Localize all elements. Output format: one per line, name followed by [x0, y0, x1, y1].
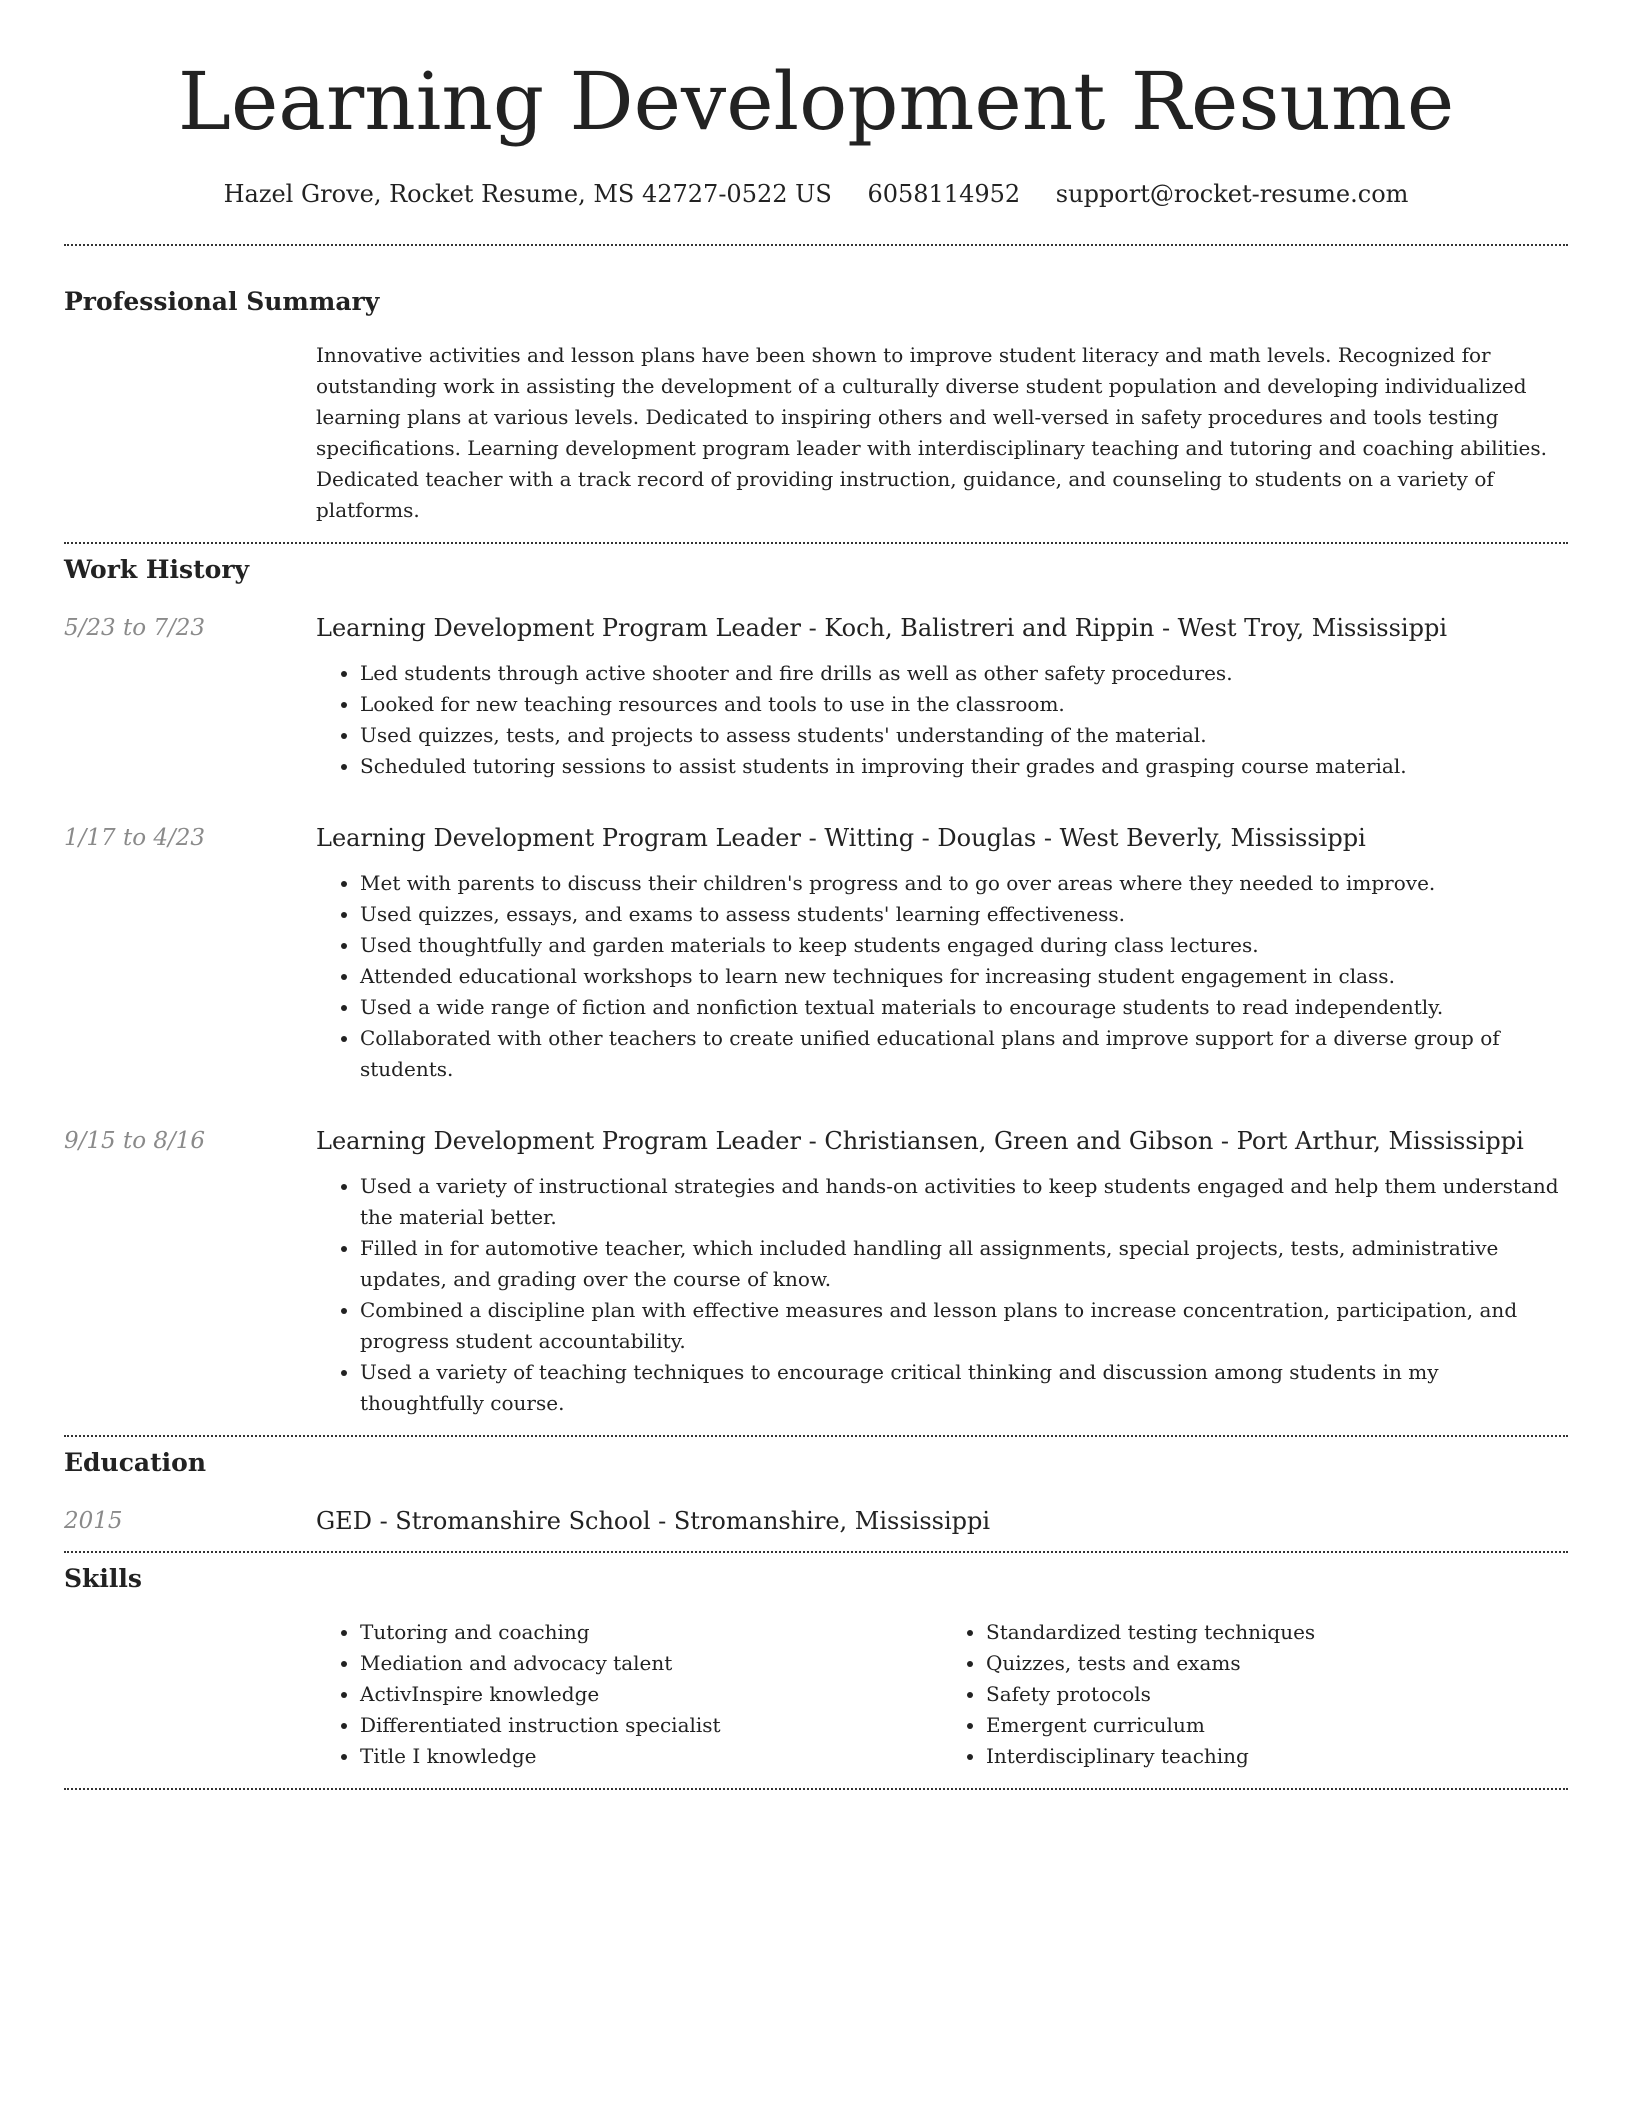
- resume-title: Learning Development Resume: [177, 55, 1455, 148]
- job-title: Learning Development Program Leader - Witting - Douglas - West Beverly, Mississippi: [316, 824, 1366, 852]
- divider: [64, 1551, 1568, 1553]
- job-bullet: • Combined a discipline plan with effective measures and lesson plans to increase concentration, participation, and progress student accountability.: [360, 1295, 1568, 1357]
- job-bullet: • Scheduled tutoring sessions to assist students in improving their grades and grasping course material.: [360, 751, 1568, 782]
- divider: [64, 1435, 1568, 1437]
- job-bullet: • Looked for new teaching resources and tools to use in the classroom.: [360, 689, 1568, 720]
- skill-item: • ActivInspire knowledge: [360, 1679, 942, 1710]
- job-bullet-list: [316, 1171, 1568, 1419]
- job-dates: 1/17 to 4/23: [64, 825, 206, 851]
- section-heading-skills: Skills: [64, 1564, 142, 1593]
- education-section: [64, 1447, 1568, 1537]
- job-bullet-list: [316, 658, 1568, 782]
- job-details: [316, 1125, 1568, 1435]
- skills-list-left: [316, 1617, 942, 1772]
- skill-item: • Tutoring and coaching: [360, 1617, 942, 1648]
- contact-address: Hazel Grove, Rocket Resume, MS 42727-0522 US: [223, 180, 832, 208]
- education-detail: GED - Stromanshire School - Stromanshire, Mississippi: [316, 1507, 991, 1535]
- job-bullet: • Used a variety of teaching techniques to encourage critical thinking and discussion among students in my thoughtfully course.: [360, 1357, 1568, 1419]
- skill-item: • Quizzes, tests and exams: [986, 1648, 1568, 1679]
- section-heading-summary: Professional Summary: [64, 287, 380, 316]
- job-title: Learning Development Program Leader - Koch, Balistreri and Rippin - West Troy, Mississippi: [316, 614, 1448, 642]
- skill-item: • Interdisciplinary teaching: [986, 1741, 1568, 1772]
- contact-email: support@rocket-resume.com: [1055, 180, 1409, 208]
- skill-item: • Differentiated instruction specialist: [360, 1710, 942, 1741]
- skill-item: • Emergent curriculum: [986, 1710, 1568, 1741]
- skill-item: • Mediation and advocacy talent: [360, 1648, 942, 1679]
- skills-list-right: [942, 1617, 1568, 1772]
- job-entry: [64, 822, 1568, 1085]
- job-entry: [64, 612, 1568, 782]
- skill-item: • Safety protocols: [986, 1679, 1568, 1710]
- skills-grid: [316, 1617, 1568, 1772]
- job-dates: 5/23 to 7/23: [64, 615, 206, 641]
- job-bullet: • Used a variety of instructional strategies and hands-on activities to keep students engaged and help them understand the material better.: [360, 1171, 1568, 1233]
- summary-section: [64, 286, 1568, 526]
- job-bullet: • Used quizzes, tests, and projects to assess students' understanding of the material.: [360, 720, 1568, 751]
- education-entry: [64, 1505, 1568, 1537]
- section-heading-work-history: Work History: [64, 555, 250, 584]
- divider: [64, 244, 1568, 246]
- job-dates: 9/15 to 8/16: [64, 1128, 206, 1154]
- job-entry: [64, 1125, 1568, 1435]
- contact-phone: 6058114952: [867, 180, 1021, 208]
- job-bullet: • Led students through active shooter and fire drills as well as other safety procedures.: [360, 658, 1568, 689]
- contact-line: [64, 178, 1568, 210]
- job-title: Learning Development Program Leader - Christiansen, Green and Gibson - Port Arthur, Mississippi: [316, 1127, 1524, 1155]
- divider: [64, 542, 1568, 544]
- job-bullet: • Used thoughtfully and garden materials to keep students engaged during class lectures.: [360, 930, 1568, 961]
- job-bullet: • Used a wide range of fiction and nonfiction textual materials to encourage students to read independently.: [360, 992, 1568, 1023]
- job-bullet: • Filled in for automotive teacher, which included handling all assignments, special projects, tests, administrative updates, and grading over the course of know.: [360, 1233, 1568, 1295]
- job-bullet: • Collaborated with other teachers to create unified educational plans and improve support for a diverse group of students.: [360, 1023, 1568, 1085]
- section-heading-education: Education: [64, 1448, 207, 1477]
- job-bullet-list: [316, 868, 1568, 1085]
- job-bullet: • Used quizzes, essays, and exams to assess students' learning effectiveness.: [360, 899, 1568, 930]
- skill-item: • Title I knowledge: [360, 1741, 942, 1772]
- work-history-section: [64, 554, 1568, 1435]
- job-bullet: • Met with parents to discuss their children's progress and to go over areas where they needed to improve.: [360, 868, 1568, 899]
- job-details: [316, 612, 1568, 782]
- divider: [64, 1788, 1568, 1790]
- job-bullet: • Attended educational workshops to learn new techniques for increasing student engagement in class.: [360, 961, 1568, 992]
- skills-section: [64, 1563, 1568, 1772]
- summary-text: Innovative activities and lesson plans have been shown to improve student literacy and math levels. Recognized for outstanding work in assisting the development of a culturally diverse student population and developing individualized learning plans at various levels. Dedicated to inspiring others and well-versed in safety procedures and tools testing specifications. Learning development program leader with interdisciplinary teaching and tutoring and coaching abilities. Dedicated teacher with a track record of providing instruction, guidance, and counseling to students on a variety of platforms.: [316, 343, 1547, 522]
- job-details: [316, 822, 1568, 1085]
- skill-item: • Standardized testing techniques: [986, 1617, 1568, 1648]
- education-date: 2015: [64, 1508, 123, 1534]
